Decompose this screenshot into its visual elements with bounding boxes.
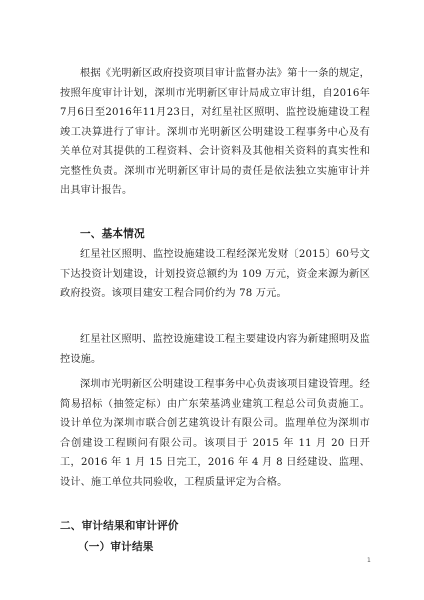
subsection-heading-audit-results: （一）审计结果	[78, 541, 154, 553]
intro-paragraph: 根据《光明新区政府投资项目审计监督办法》第十一条的规定，按照年度审计计划，深圳市光明新区审计局成立审计组，自2016年7月6日至2016年11月23日，对红星社区照明、监控设施建设工程竣工决算进行了审计。深圳市光明新区公明建设工程事务中心及有关单位对其提供的工程资料、会计资料及其他相关资料的真实性和完整性负责。深圳市光明新区审计局的责任是依法独立实施审计并出具审计报告。	[60, 68, 370, 196]
construction-content-paragraph: 红星社区照明、监控设施建设工程主要建设内容为新建照明及监控设施。	[60, 334, 370, 365]
project-management-paragraph: 深圳市光明新区公明建设工程事务中心负责该项目建设管理。经简易招标（抽签定标）由广东荣基鸿业建筑工程总公司负责施工。设计单位为深圳市联合创艺建筑设计有限公司。监理单位为深圳市合创建设工程顾问有限公司。该项目于 2015 年 11 月 20 日开工，2016 年 1 月 15 日完工，2016 年 4 月 8 日经建设、监理、设计、施工单位共同验收，工程质量评定为合格。	[60, 379, 370, 488]
section-heading-basic-info: 一、基本情况	[80, 228, 145, 240]
page-number: 1	[367, 557, 371, 564]
section-heading-audit-results: 二、审计结果和审计评价	[60, 520, 179, 532]
investment-paragraph: 红星社区照明、监控设施建设工程经深光发财〔2015〕60号文下达投资计划建设，计划投资总额约为 109 万元，资金来源为新区政府投资。该项目建安工程合同价约为 78 万元。	[60, 249, 370, 299]
